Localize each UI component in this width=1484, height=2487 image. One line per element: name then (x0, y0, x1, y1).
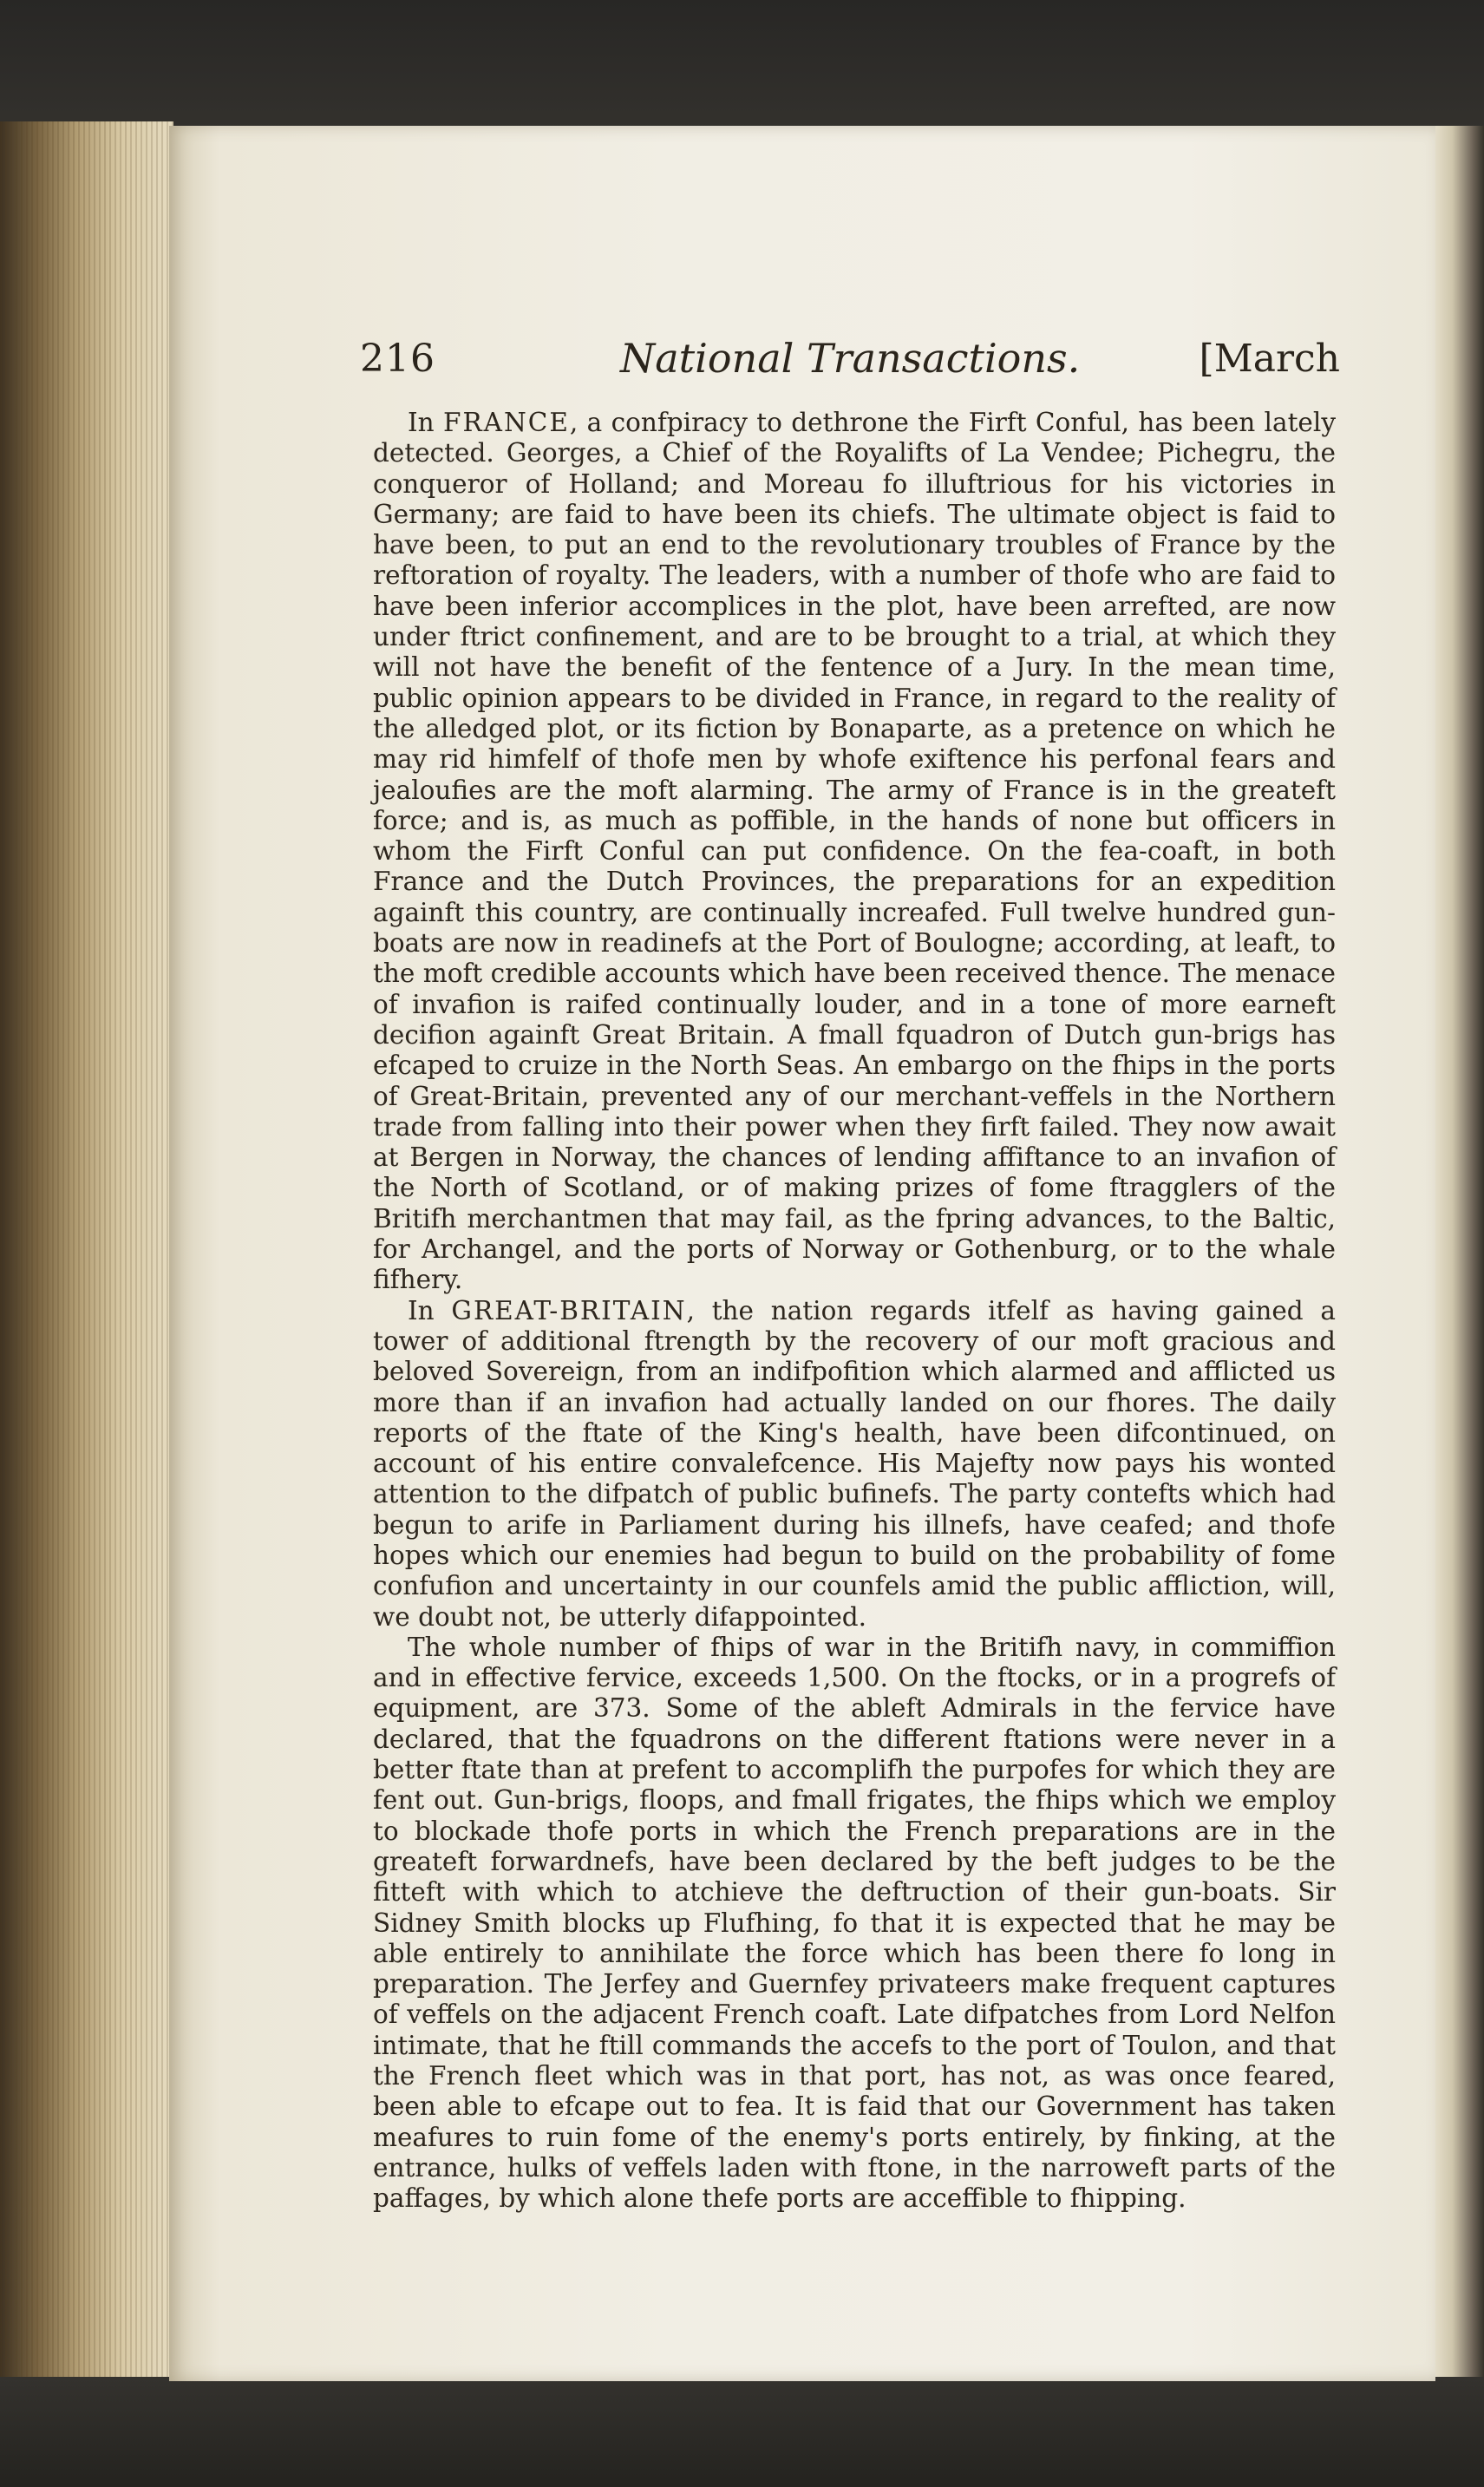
paragraph-navy (373, 1633, 1336, 2215)
book-page-edge-right (1431, 126, 1484, 2381)
paragraph-text: The whole number of fhips of war in the Britifh navy, in commiffion and in effective fervice, exceeds 1,500. On the ftocks, or in a progrefs of equipment, are 373. Some of the ableft Admirals in the fervice have declared, that the fquadrons on the different ftations were never in a better ftate than at prefent to accomplifh the purpofes for which they are fent out. Gun-brigs, floops, and fmall frigates, the fhips which we employ to blockade thofe ports in which the French preparations are in the greateft forwardnefs, have been declared by the beft judges to be the fitteft with which to atchieve the deftruction of their gun-boats. Sir Sidney Smith blocks up Flufhing, fo that it is expected that he may be able entirely to annihilate the force which has been there fo long in preparation. The Jerfey and Guernfey privateers make frequent captures of veffels on the adjacent French coaft. Late difpatches from Lord Nelfon intimate, that he ftill commands the accefs to the port of Toulon, and that the French fleet which was in that port, has not, as was once feared, been able to efcape out to fea. It is faid that our Government has taken meafures to ruin fome of the enemy's ports entirely, by finking, at the entrance, hulks of veffels laden with ftone, in the narroweft parts of the paffages, by which alone thefe ports are acceffible to fhipping. (373, 1632, 1336, 2214)
paragraph-lead: In (408, 408, 443, 437)
background-top (0, 0, 1484, 130)
running-title: National Transactions. (620, 335, 1081, 382)
country-heading-great-britain: GREAT-BRITAIN (451, 1295, 687, 1325)
background-bottom (0, 2377, 1484, 2487)
article-body (373, 408, 1336, 2215)
paragraph-great-britain (373, 1296, 1336, 1633)
page-number: 216 (360, 337, 435, 381)
paragraph-text: , a confpiracy to dethrone the Firft Conful, has been lately detected. Georges, a Chief of the Royalifts of La Vendee; Pichegru, the conqueror of Holland; and Moreau fo illuftrious for his victories in Germany; are faid to have been its chiefs. The ultimate object is faid to have been, to put an end to the revolutionary troubles of France by the reftoration of royalty. The leaders, with a number of thofe who are faid to have been inferior accomplices in the plot, have been arrefted, are now under ftrict confinement, and are to be brought to a trial, at which they will not have the benefit of the fentence of a Jury. In the mean time, public opinion appears to be divided in France, in regard to the reality of the alledged plot, or its fiction by Bonaparte, as a pretence on which he may rid himfelf of thofe men by whofe exiftence his perfonal fears and jealoufies are the moft alarming. The army of France is in the greateft force; and is, as much as poffible, in the hands of none but officers in whom the Firft Conful can put confidence. On the fea-coaft, in both France and the Dutch Provinces, the preparations for an expedition againft this country, are continually increafed. Full twelve hundred gun-boats are now in readinefs at the Port of Boulogne; according, at leaft, to the moft credible accounts which have been received thence. The menace of invafion is raifed continually louder, and in a tone of more earneft decifion againft Great Britain. A fmall fquadron of Dutch gun-brigs has efcaped to cruize in the North Seas. An embargo on the fhips in the ports of Great-Britain, prevented any of our merchant-veffels in the Northern trade from falling into their power when they firft failed. They now await at Bergen in Norway, the chances of lending affiftance to an invafion of the North of Scotland, or of making prizes of fome ftragglers of the Britifh merchantmen that may fail, as the fpring advances, to the Baltic, for Archangel, and the ports of Norway or Gothenburg, or to the whale fifhery. (373, 408, 1336, 1295)
country-heading-france: FRANCE (443, 408, 570, 437)
book-page-edges-left (0, 121, 173, 2394)
paragraph-france (373, 408, 1336, 1296)
paragraph-lead: In (408, 1295, 452, 1325)
page-header (360, 337, 1340, 389)
paragraph-text: , the nation regards itfelf as having gained a tower of additional ftrength by the recovery of our moft gracious and beloved Sovereign, from an indifpofition which alarmed and afflicted us more than if an invafion had actually landed on our fhores. The daily reports of the ftate of the King's health, have been difcontinued, on account of his entire convalefcence. His Majefty now pays his wonted attention to the difpatch of public bufinefs. The party contefts which had begun to arife in Parliament during his illnefs, have ceafed; and thofe hopes which our enemies had begun to build on the probability of fome confufion and uncertainty in our counfels amid the public affliction, will, we doubt not, be utterly difappointed. (373, 1295, 1336, 1632)
running-date: [March (1199, 337, 1340, 381)
